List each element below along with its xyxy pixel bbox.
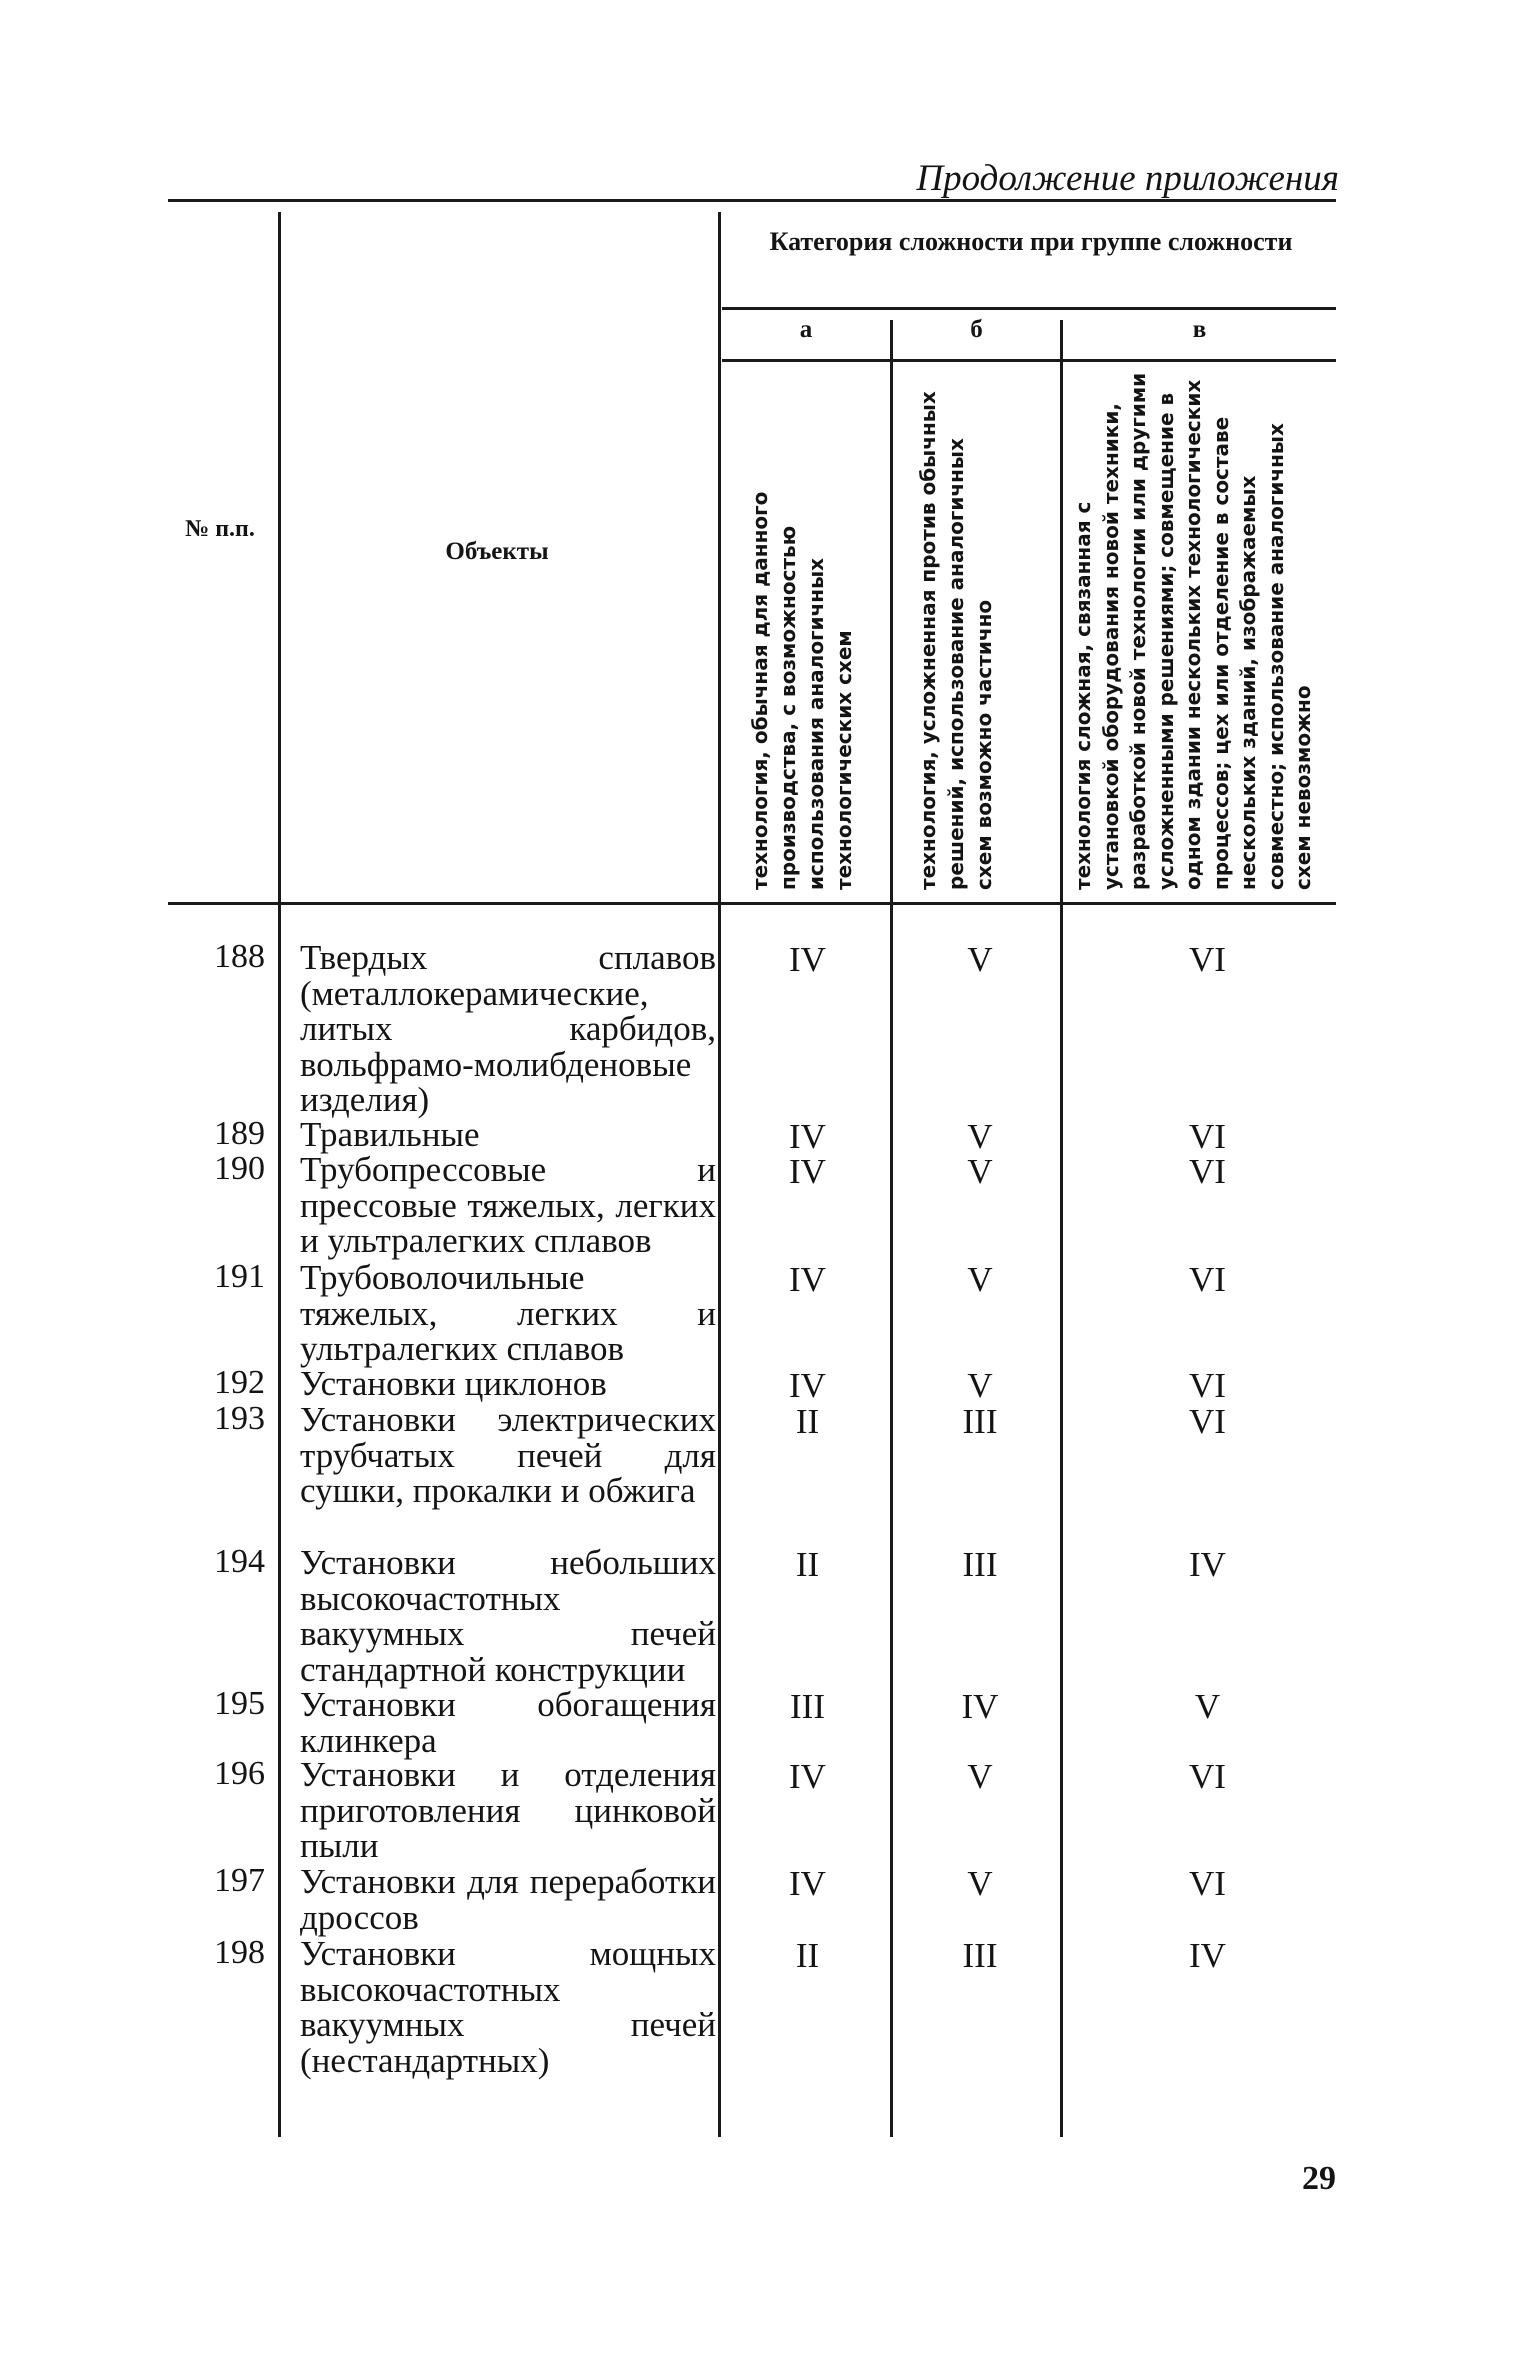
row-190-category-b: V [967,1152,993,1191]
row-188-object: Твердых сплавов (металлокерамические, литых карбидов, вольфрамо-молибденовые изделия) [300,938,716,1119]
header-number: № п.п. [185,516,255,542]
row-192-category-a: IV [789,1366,826,1405]
row-191-category-b: V [967,1260,993,1299]
row-197-category-b: V [967,1864,993,1903]
row-191-category-c: VI [1189,1260,1226,1299]
row-195-category-b: IV [961,1687,999,1726]
row-193-category-a: II [795,1402,820,1441]
row-192-category-c: VI [1189,1366,1226,1405]
header-category: Категория сложности при группе сложности [769,227,1293,256]
row-193-object: Установки электрических трубчатых печей для сушки, прокалки и обжига [300,1400,716,1510]
column-divider-a [890,320,893,2137]
row-189-category-a: IV [789,1117,826,1156]
row-194-category-c: IV [1189,1545,1226,1584]
row-188-number: 188 [214,938,265,975]
row-196-number: 196 [214,1755,265,1792]
header-group-b-description: технология, усложненная против обычных решений, использование аналогичных схем возможно частично [916,391,996,890]
row-198-object: Установки мощных высокочастотных вакуумных печей (нестандартных) [300,1934,716,2080]
header-group-a-letter: а [799,316,813,343]
row-193-number: 193 [214,1400,265,1437]
row-191-category-a: IV [789,1260,826,1299]
row-198-category-b: III [962,1936,998,1975]
header-group-b-letter: б [970,316,983,343]
header-group-a-description: технология, обычная для данного производства, с возможностью использования аналогичных технологических схем [748,491,856,890]
row-192-number: 192 [214,1364,265,1401]
row-192-category-b: V [967,1366,993,1405]
row-193-category-c: VI [1189,1402,1226,1441]
row-190-category-c: VI [1189,1152,1226,1191]
row-188-category-a: IV [789,940,826,979]
row-191-object: Трубоволочильные тяжелых, легких и ультралегких сплавов [300,1258,716,1368]
row-189-number: 189 [214,1115,265,1152]
row-189-category-c: VI [1189,1117,1226,1156]
row-198-category-a: II [795,1936,820,1975]
row-198-number: 198 [214,1934,265,1971]
header-group-c-description: технология сложная, связанная с установкой оборудования новой техники, разработкой новой технологии или другими усложненными решениями; совмещение в одном здании нескольких технологических процессов; цех или отделение в составе нескольких зданий, изображаемых совместно; использование аналогичных схем невозможно [1071,372,1315,890]
row-188-category-b: V [967,940,993,979]
row-191-number: 191 [214,1258,265,1295]
row-194-category-b: III [962,1545,998,1584]
row-196-category-a: IV [789,1757,826,1796]
row-189-category-b: V [967,1117,993,1156]
row-196-object: Установки и отделения приготовления цинковой пыли [300,1755,716,1865]
row-195-number: 195 [214,1685,265,1722]
row-197-number: 197 [214,1862,265,1899]
header-bottom-rule [168,902,1336,905]
page-number: 29 [1302,2160,1336,2197]
category-subheader-rule [722,307,1336,310]
row-197-category-c: VI [1189,1864,1226,1903]
row-195-category-a: III [790,1687,825,1726]
row-190-number: 190 [214,1150,265,1187]
row-198-category-c: IV [1189,1936,1226,1975]
row-189-object: Травильные [300,1115,480,1154]
row-194-object: Установки небольших высокочастотных вакуумных печей стандартной конструкции [300,1543,716,1689]
row-190-category-a: IV [789,1152,826,1191]
row-196-category-b: V [967,1757,993,1796]
column-divider-objects [718,212,721,2137]
column-divider-b [1060,320,1063,2137]
header-objects: Объекты [445,538,549,565]
row-194-category-a: II [795,1545,820,1584]
page-heading: Продолжение приложения [916,158,1339,199]
column-divider-number [278,212,281,2137]
row-196-category-c: VI [1189,1757,1226,1796]
row-188-category-c: VI [1189,940,1226,979]
table-top-rule [168,199,1336,202]
header-group-c-letter: в [1192,316,1207,343]
row-193-category-b: III [962,1402,998,1441]
row-195-object: Установки обогащения клинкера [300,1685,716,1760]
row-195-category-c: V [1194,1687,1221,1726]
row-190-object: Трубопрессовые и прессовые тяжелых, легких и ультралегких сплавов [300,1150,716,1260]
group-letter-rule [722,359,1336,362]
row-194-number: 194 [214,1543,265,1580]
row-197-object: Установки для переработки дроссов [300,1862,716,1937]
row-192-object: Установки циклонов [300,1364,607,1403]
row-197-category-a: IV [789,1864,826,1903]
